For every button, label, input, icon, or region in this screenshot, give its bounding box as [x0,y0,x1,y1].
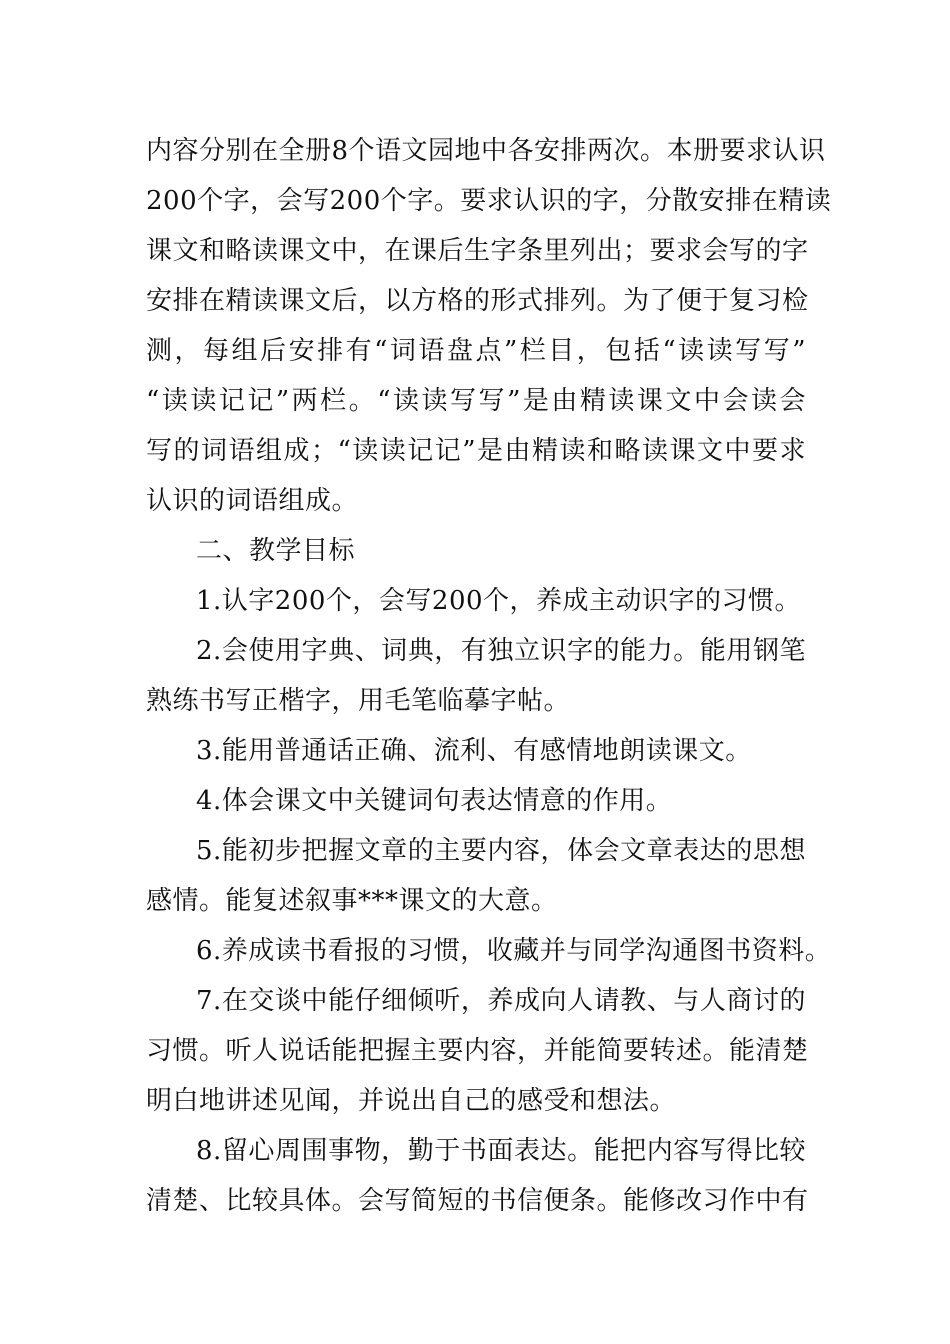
paragraph-intro-line-4: 安排在精读课文后，以方格的形式排列。为了便于复习检 [146,286,809,316]
goal-5-line-1: 5.能初步把握文章的主要内容，体会文章表达的思想 [196,836,806,866]
paragraph-intro-line-7: 写的词语组成；“读读记记”是由精读和略读课文中要求 [146,436,806,466]
paragraph-intro-line-3: 课文和略读课文中，在课后生字条里列出；要求会写的字 [146,236,809,266]
goal-7-line-1: 7.在交谈中能仔细倾听，养成向人请教、与人商讨的 [196,986,806,1016]
goal-3-line-1: 3.能用普通话正确、流利、有感情地朗读课文。 [196,736,752,766]
goal-5-line-2: 感情。能复述叙事***课文的大意。 [146,886,558,916]
paragraph-intro-line-1: 内容分别在全册8个语文园地中各安排两次。本册要求认识 [146,136,826,166]
goal-7-line-2: 习惯。听人说话能把握主要内容，并能简要转述。能清楚 [146,1036,809,1066]
goal-8-line-2: 清楚、比较具体。会写简短的书信便条。能修改习作中有 [146,1186,809,1216]
paragraph-intro-line-8: 认识的词语组成。 [146,486,359,516]
goal-6-line-1: 6.养成读书看报的习惯，收藏并与同学沟通图书资料。 [196,936,832,966]
paragraph-intro-line-6: “读读记记”两栏。“读读写写”是由精读课文中会读会 [146,386,806,416]
goal-2-line-1: 2.会使用字典、词典，有独立识字的能力。能用钢笔 [196,636,806,666]
goal-7-line-3: 明白地讲述见闻，并说出自己的感受和想法。 [146,1086,677,1116]
goal-8-line-1: 8.留心周围事物，勤于书面表达。能把内容写得比较 [196,1136,806,1166]
goal-1-line-1: 1.认字200个，会写200个，养成主动识字的习惯。 [196,586,802,616]
paragraph-intro-line-5: 测，每组后安排有“词语盘点”栏目，包括“读读写写” [146,336,806,366]
goal-4-line-1: 4.体会课文中关键词句表达情意的作用。 [196,786,673,816]
paragraph-intro-line-2: 200个字，会写200个字。要求认识的字，分散安排在精读 [146,186,832,216]
goal-2-line-2: 熟练书写正楷字，用毛笔临摹字帖。 [146,686,571,716]
section-heading: 二、教学目标 [196,536,356,566]
